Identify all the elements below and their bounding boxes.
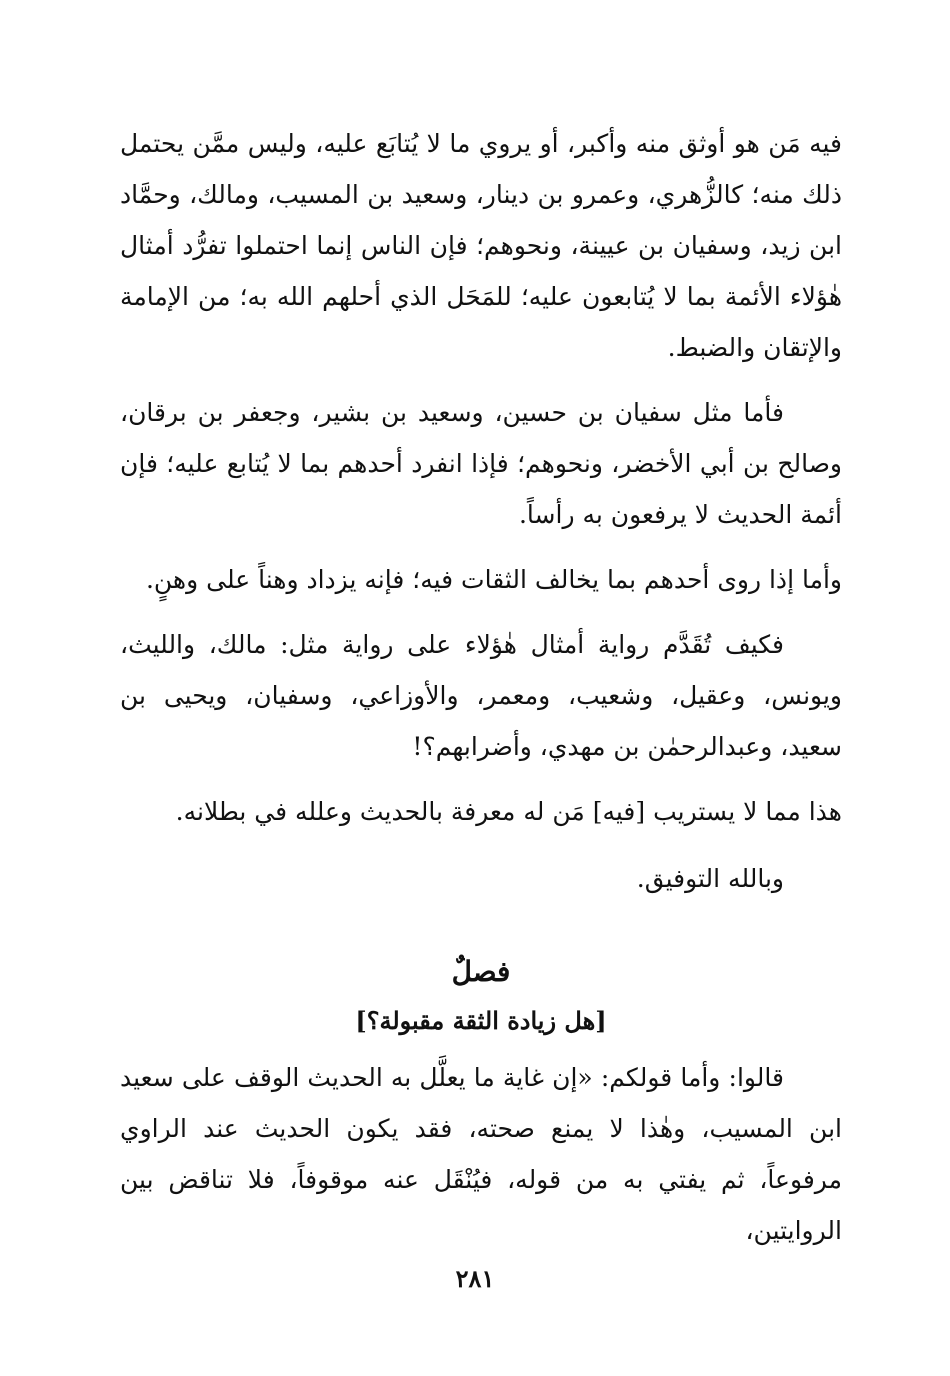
paragraph-contradicting-trustworthy: وأما إذا روى أحدهم بما يخالف الثقات فيه؛ فإنه يزداد وهناً على وهنٍ.: [145, 565, 842, 594]
section-title: فصلٌ: [451, 955, 511, 988]
paragraph-conclusion: هذا مما لا يستريب [فيه] مَن له معرفة بالحديث وعلله في بطلانه.: [175, 797, 842, 826]
paragraph-weaker-narrators: فأما مثل سفيان بن حسين، وسعيد بن بشير، وجعفر بن برقان، وصالح بن أبي الأخضر، ونحوهم؛ فإذا انفرد أحدهم بما لا يُتابع عليه؛ فإن أئمة الحديث لا يرفعون به رأساً.: [120, 398, 842, 529]
paragraph-section-opening: قالوا: وأما قولكم: «إن غاية ما يعلَّل به الحديث الوقف على سعيد ابن المسيب، وهٰذا لا يمنع صحته، فقد يكون الحديث عند الراوي مرفوعاً، ثم يفتي به من قوله، فيُنْقَل عنه موقوفاً، فلا تناقض بين الروايتين،: [120, 1063, 842, 1245]
paragraph-closing: وبالله التوفيق.: [636, 864, 784, 893]
paragraph-precedence-question: فكيف تُقَدَّم رواية أمثال هٰؤلاء على رواية مثل: مالك، والليث، ويونس، وعقيل، وشعيب، ومعمر، والأوزاعي، وسفيان، ويحيى بن سعيد، وعبدالرحمٰن بن مهدي، وأضرابهم؟!: [120, 630, 842, 761]
paragraph-reliable-narrators: فيه مَن هو أوثق منه وأكبر، أو يروي ما لا يُتابَع عليه، وليس ممَّن يحتمل ذلك منه؛ كالزُّهري، وعمرو بن دينار، وسعيد بن المسيب، ومالك، وحمَّاد ابن زيد، وسفيان بن عيينة، ونحوهم؛ فإن الناس إنما احتملوا تفرُّد أمثال هٰؤلاء الأئمة بما لا يُتابعون عليه؛ للمَحَل الذي أحلهم الله به؛ من الإمامة والإتقان والضبط.: [120, 129, 842, 362]
page-body: [120, 118, 842, 1256]
page-number: ٢٨١: [455, 1264, 495, 1293]
section-subtitle: [هل زيادة الثقة مقبولة؟]: [355, 1006, 607, 1035]
